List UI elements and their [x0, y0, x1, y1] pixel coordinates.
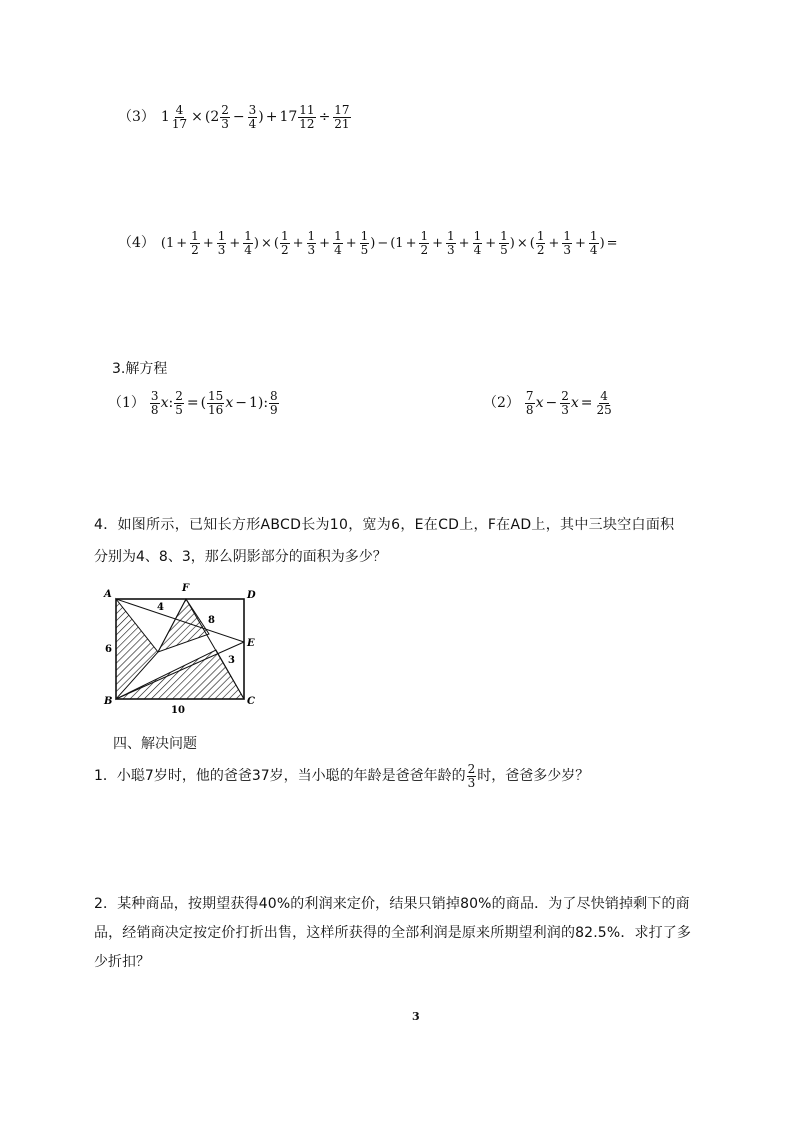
equation-2: [483, 390, 614, 416]
page-number: 3: [412, 1010, 420, 1023]
problem-4: [118, 230, 620, 256]
expr-p3: 1 $\frac{4}{17}$ × (2 $\frac{2}{3}$ − $\frac{3}{4}$ ) + 17 $\frac{11}{12}$ ÷ $\frac{17}{21}$: [160, 103, 350, 131]
section-4-title: 四、解决问题: [113, 736, 197, 752]
w1-text-after: 时，爸爸多少岁？: [477, 768, 590, 785]
point-f-label: F: [182, 583, 190, 594]
equation-2-label: （2）: [483, 395, 520, 412]
w2-line-2: 品，经销商决定按定价打折出售，这样所获得的全部利润是原来所期望利润的82.5%．求打了多: [94, 925, 692, 941]
w1-text-before: 1．小聪7岁时，他的爸爸37岁，当小聪的年龄是爸爸年龄的: [94, 768, 466, 785]
point-c-label: C: [247, 696, 255, 707]
expr-eq2: $\frac{7}{8}$ x − $\frac{2}{3}$ x = $\frac{4}{25}$: [525, 389, 612, 417]
area-label-3: 3: [228, 655, 235, 666]
point-b-label: B: [104, 696, 113, 707]
expr-eq1: $\frac{3}{8}$ x : $\frac{2}{5}$ = ( $\frac{15}{16}$ x − 1): $\frac{8}{9}$: [150, 389, 278, 417]
word-problem-1: [94, 763, 589, 789]
width-label: 10: [171, 705, 185, 714]
area-label-4: 4: [157, 602, 164, 613]
q4-line-2: 分别为4、8、3，那么阴影部分的面积为多少？: [94, 549, 387, 565]
point-e-label: E: [247, 638, 255, 649]
problem-4-label: （4）: [118, 235, 155, 252]
problem-3: [118, 104, 352, 130]
height-label: 6: [105, 644, 112, 655]
w1-fraction: [467, 763, 477, 789]
equation-1: [108, 390, 280, 416]
expr-p4: (1 + $\frac{1}{2}$ + $\frac{1}{3}$ + $\frac{1}{4}$ ) × ( $\frac{1}{2}$ + $\frac{1}{3}$ + $\frac{1}{4}$ + $\frac{1}{5}$ ) − (1 + $\frac{1}{2}$ + $\frac{1}{3}$ + $\frac{1}{4}$ + $\frac{1}{5}$ ) × ( $\frac{1}{2}$ + $\frac{1}{3}$ + $\frac{1}{4}$ ) =: [160, 229, 618, 257]
equation-1-label: （1）: [108, 395, 145, 412]
w1-frac-den: 3: [467, 775, 476, 790]
q4-line-1: 4．如图所示，已知长方形ABCD长为10，宽为6，E在CD上，F在AD上，其中三块空白面积: [94, 517, 675, 533]
w1-frac-num: 2: [467, 762, 476, 776]
w2-line-3: 少折扣？: [94, 954, 150, 970]
area-label-8: 8: [208, 615, 215, 626]
section-3-title: 3.解方程: [112, 361, 168, 377]
point-a-label: A: [104, 589, 112, 600]
rectangle-figure: [98, 582, 268, 714]
w2-line-1: 2．某种商品，按期望获得40%的利润来定价，结果只销掉80%的商品．为了尽快销掉剩下的商: [94, 896, 690, 912]
problem-3-label: （3）: [118, 109, 155, 126]
point-d-label: D: [247, 590, 256, 601]
